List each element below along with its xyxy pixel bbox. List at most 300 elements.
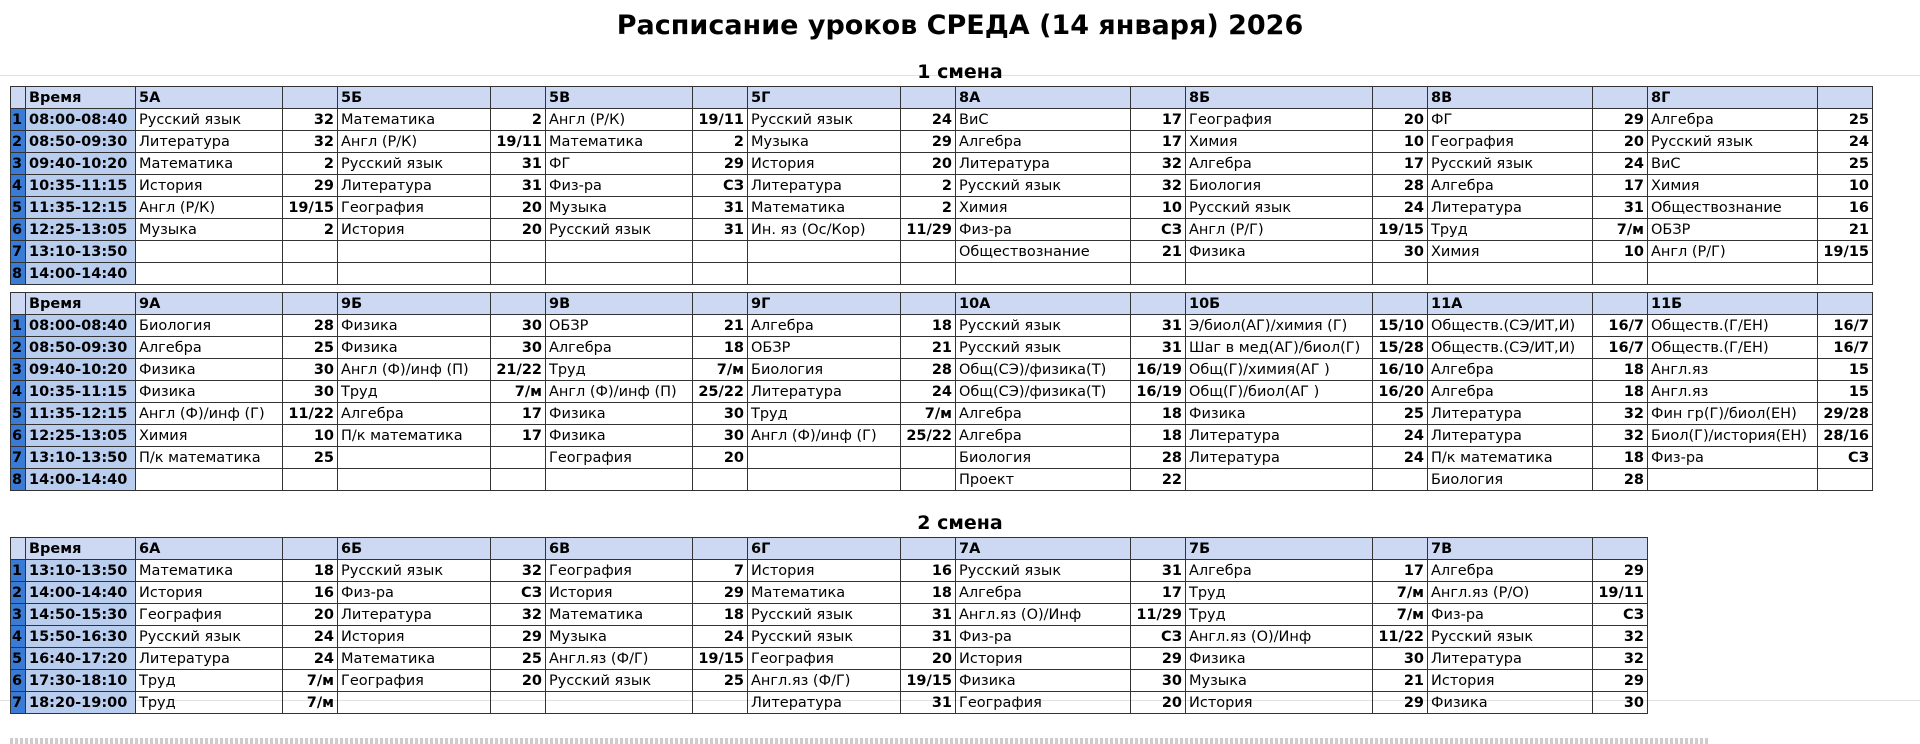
- room-cell: 30: [1593, 692, 1648, 714]
- room-cell: 31: [491, 175, 546, 197]
- subject-cell: Алгебра: [1186, 560, 1373, 582]
- subject-cell: Музыка: [546, 197, 693, 219]
- room-cell: 19/11: [491, 131, 546, 153]
- class-header: 7Б: [1186, 538, 1373, 560]
- room-cell: 32: [1593, 626, 1648, 648]
- table-row: [11, 447, 1873, 469]
- room-cell: 21: [901, 337, 956, 359]
- subject-cell: П/к математика: [1428, 447, 1593, 469]
- class-header-room: [283, 293, 338, 315]
- subject-cell: Физ-ра: [1428, 604, 1593, 626]
- subject-cell: Литература: [1428, 403, 1593, 425]
- room-cell: 31: [693, 197, 748, 219]
- subject-cell: Музыка: [546, 626, 693, 648]
- subject-cell: Алгебра: [136, 337, 283, 359]
- subject-cell: История: [748, 153, 901, 175]
- table-row: [11, 219, 1873, 241]
- room-cell: 29: [901, 131, 956, 153]
- class-header: 6Г: [748, 538, 901, 560]
- room-cell: СЗ: [1593, 604, 1648, 626]
- table-row: [11, 469, 1873, 491]
- subject-cell: Математика: [338, 648, 491, 670]
- table-row: [11, 582, 1648, 604]
- class-header: 10А: [956, 293, 1131, 315]
- subject-cell: [956, 263, 1131, 285]
- class-header: 9В: [546, 293, 693, 315]
- subject-cell: Англ (Ф)/инф (Г): [748, 425, 901, 447]
- subject-cell: Труд: [1186, 604, 1373, 626]
- class-header-room: [901, 538, 956, 560]
- table-row: [11, 197, 1873, 219]
- room-cell: [491, 469, 546, 491]
- subject-cell: Литература: [956, 153, 1131, 175]
- lesson-number: 1: [11, 109, 26, 131]
- room-cell: [1373, 263, 1428, 285]
- room-cell: 7/м: [1593, 219, 1648, 241]
- room-cell: 29: [491, 626, 546, 648]
- subject-cell: Алгебра: [546, 337, 693, 359]
- subject-cell: Литература: [136, 131, 283, 153]
- room-cell: 21: [1818, 219, 1873, 241]
- lesson-time: 08:00-08:40: [26, 109, 136, 131]
- table-row: [11, 670, 1648, 692]
- subject-cell: Алгебра: [1428, 359, 1593, 381]
- room-cell: 20: [693, 447, 748, 469]
- class-header-room: [1593, 538, 1648, 560]
- room-cell: 2: [901, 175, 956, 197]
- room-cell: 15/28: [1373, 337, 1428, 359]
- lesson-time: 16:40-17:20: [26, 648, 136, 670]
- subject-cell: Музыка: [1186, 670, 1373, 692]
- lesson-time: 14:00-14:40: [26, 263, 136, 285]
- subject-cell: Обществознание: [956, 241, 1131, 263]
- subject-cell: [1648, 263, 1818, 285]
- room-cell: 20: [491, 670, 546, 692]
- room-cell: 30: [491, 315, 546, 337]
- room-cell: 7/м: [693, 359, 748, 381]
- room-cell: [283, 241, 338, 263]
- room-cell: [491, 692, 546, 714]
- room-cell: 29: [693, 153, 748, 175]
- room-cell: 25: [1373, 403, 1428, 425]
- subject-cell: Общ(СЭ)/физика(Т): [956, 359, 1131, 381]
- room-cell: 17: [1131, 582, 1186, 604]
- lesson-number: 2: [11, 337, 26, 359]
- subject-cell: Обществ.(СЭ/ИТ,И): [1428, 337, 1593, 359]
- subject-cell: [748, 263, 901, 285]
- room-cell: 18: [1131, 425, 1186, 447]
- room-cell: 7/м: [1373, 582, 1428, 604]
- subject-cell: Англ (Р/К): [136, 197, 283, 219]
- subject-cell: [338, 447, 491, 469]
- room-cell: 18: [901, 315, 956, 337]
- room-cell: 7/м: [901, 403, 956, 425]
- subject-cell: ОБЗР: [748, 337, 901, 359]
- class-header-room: [693, 87, 748, 109]
- room-cell: [491, 241, 546, 263]
- subject-cell: [338, 241, 491, 263]
- room-cell: [1818, 263, 1873, 285]
- subject-cell: Алгебра: [338, 403, 491, 425]
- subject-cell: Литература: [1428, 197, 1593, 219]
- subject-cell: Русский язык: [748, 626, 901, 648]
- room-cell: 19/15: [1818, 241, 1873, 263]
- room-cell: 31: [1131, 337, 1186, 359]
- subject-cell: Труд: [748, 403, 901, 425]
- class-header-room: [1593, 293, 1648, 315]
- subject-cell: Физика: [956, 670, 1131, 692]
- lesson-time: 11:35-12:15: [26, 197, 136, 219]
- subject-cell: Алгебра: [956, 582, 1131, 604]
- room-cell: 29: [1593, 109, 1648, 131]
- lesson-number: 3: [11, 359, 26, 381]
- room-cell: 30: [1373, 648, 1428, 670]
- subject-cell: Обществ.(Г/ЕН): [1648, 315, 1818, 337]
- subject-cell: ОБЗР: [1648, 219, 1818, 241]
- subject-cell: ВиС: [1648, 153, 1818, 175]
- subject-cell: [1648, 469, 1818, 491]
- room-cell: 32: [1593, 403, 1648, 425]
- class-header-room: [901, 87, 956, 109]
- table-row: [11, 560, 1648, 582]
- room-cell: 19/15: [693, 648, 748, 670]
- room-cell: 18: [901, 582, 956, 604]
- subject-cell: Русский язык: [748, 109, 901, 131]
- room-cell: СЗ: [1818, 447, 1873, 469]
- subject-cell: Русский язык: [136, 109, 283, 131]
- room-cell: 16: [901, 560, 956, 582]
- room-cell: 16/7: [1593, 315, 1648, 337]
- room-cell: 18: [1593, 381, 1648, 403]
- lesson-time: 11:35-12:15: [26, 403, 136, 425]
- subject-cell: Химия: [136, 425, 283, 447]
- subject-cell: Русский язык: [338, 153, 491, 175]
- room-cell: 18: [693, 337, 748, 359]
- room-cell: 2: [283, 219, 338, 241]
- room-cell: 25/22: [901, 425, 956, 447]
- room-cell: 22: [1131, 469, 1186, 491]
- room-cell: 20: [901, 648, 956, 670]
- lesson-time: 09:40-10:20: [26, 359, 136, 381]
- subject-cell: Физика: [136, 381, 283, 403]
- lesson-number: 4: [11, 626, 26, 648]
- table-row: [11, 153, 1873, 175]
- room-cell: 2: [901, 197, 956, 219]
- subject-cell: ВиС: [956, 109, 1131, 131]
- subject-cell: [1186, 469, 1373, 491]
- subject-cell: ФГ: [1428, 109, 1593, 131]
- room-cell: 10: [1593, 241, 1648, 263]
- subject-cell: Труд: [546, 359, 693, 381]
- subject-cell: Ин. яз (Ос/Кор): [748, 219, 901, 241]
- subject-cell: Англ.яз: [1648, 381, 1818, 403]
- lesson-number: 7: [11, 241, 26, 263]
- room-cell: 16/20: [1373, 381, 1428, 403]
- room-cell: 30: [283, 359, 338, 381]
- room-cell: 32: [1131, 153, 1186, 175]
- shift-1-label: 1 смена: [917, 61, 1003, 83]
- table-row: [11, 131, 1873, 153]
- class-header-room: [1131, 87, 1186, 109]
- subject-cell: П/к математика: [136, 447, 283, 469]
- subject-cell: Русский язык: [546, 219, 693, 241]
- subject-cell: Литература: [338, 175, 491, 197]
- lesson-number: 8: [11, 263, 26, 285]
- room-cell: 2: [283, 153, 338, 175]
- room-cell: [901, 241, 956, 263]
- subject-cell: Физика: [1186, 241, 1373, 263]
- schedule-table-shift-1-senior: [10, 292, 1873, 491]
- subject-cell: Русский язык: [1648, 131, 1818, 153]
- lesson-time: 14:00-14:40: [26, 582, 136, 604]
- room-cell: 17: [491, 403, 546, 425]
- room-cell: 24: [283, 648, 338, 670]
- subject-cell: География: [546, 447, 693, 469]
- lesson-time: 14:50-15:30: [26, 604, 136, 626]
- subject-cell: [136, 263, 283, 285]
- table-row: [11, 175, 1873, 197]
- room-cell: 16/19: [1131, 359, 1186, 381]
- lesson-number: 7: [11, 692, 26, 714]
- room-cell: 18: [1131, 403, 1186, 425]
- room-cell: 25: [283, 337, 338, 359]
- class-header: 5А: [136, 87, 283, 109]
- table-row: [11, 604, 1648, 626]
- room-cell: СЗ: [491, 582, 546, 604]
- subject-cell: [748, 447, 901, 469]
- room-cell: 15: [1818, 359, 1873, 381]
- lesson-time: 13:10-13:50: [26, 447, 136, 469]
- class-header: 6Б: [338, 538, 491, 560]
- subject-cell: Химия: [1186, 131, 1373, 153]
- class-header: 5Г: [748, 87, 901, 109]
- room-cell: 31: [901, 626, 956, 648]
- room-cell: 16/19: [1131, 381, 1186, 403]
- class-header: 8В: [1428, 87, 1593, 109]
- class-header: 8А: [956, 87, 1131, 109]
- room-cell: 31: [901, 692, 956, 714]
- subject-cell: Математика: [748, 582, 901, 604]
- lesson-time: 17:30-18:10: [26, 670, 136, 692]
- subject-cell: Литература: [338, 604, 491, 626]
- room-cell: 30: [693, 403, 748, 425]
- subject-cell: Англ.яз (Р/О): [1428, 582, 1593, 604]
- class-header-room: [1131, 293, 1186, 315]
- room-cell: 16/7: [1593, 337, 1648, 359]
- lesson-number: 8: [11, 469, 26, 491]
- table-row: [11, 381, 1873, 403]
- room-cell: 31: [1131, 315, 1186, 337]
- subject-cell: [546, 692, 693, 714]
- room-cell: 19/15: [283, 197, 338, 219]
- room-cell: 28: [901, 359, 956, 381]
- subject-cell: Литература: [1186, 425, 1373, 447]
- class-header: 6А: [136, 538, 283, 560]
- room-cell: 18: [693, 604, 748, 626]
- room-cell: 20: [1593, 131, 1648, 153]
- subject-cell: Общ(Г)/биол(АГ ): [1186, 381, 1373, 403]
- subject-cell: [748, 469, 901, 491]
- class-header: 9Б: [338, 293, 491, 315]
- subject-cell: Русский язык: [546, 670, 693, 692]
- subject-cell: Общ(СЭ)/физика(Т): [956, 381, 1131, 403]
- room-cell: 31: [491, 153, 546, 175]
- room-cell: 20: [491, 219, 546, 241]
- lesson-number: 1: [11, 315, 26, 337]
- class-header-room: [693, 293, 748, 315]
- subject-cell: История: [1186, 692, 1373, 714]
- room-cell: 31: [1131, 560, 1186, 582]
- room-cell: 25: [283, 447, 338, 469]
- room-cell: 11/29: [1131, 604, 1186, 626]
- room-cell: 30: [1373, 241, 1428, 263]
- subject-cell: Математика: [136, 153, 283, 175]
- subject-cell: [338, 469, 491, 491]
- room-cell: 17: [491, 425, 546, 447]
- room-cell: 10: [283, 425, 338, 447]
- class-header-room: [283, 538, 338, 560]
- class-header-room: [1131, 538, 1186, 560]
- subject-cell: Физика: [136, 359, 283, 381]
- lesson-number: 1: [11, 560, 26, 582]
- room-cell: 19/11: [1593, 582, 1648, 604]
- subject-cell: История: [546, 582, 693, 604]
- room-cell: 2: [491, 109, 546, 131]
- subject-cell: История: [956, 648, 1131, 670]
- room-cell: [491, 263, 546, 285]
- room-cell: 25/22: [693, 381, 748, 403]
- room-cell: 21: [1373, 670, 1428, 692]
- time-header: Время: [26, 293, 136, 315]
- room-cell: 30: [491, 337, 546, 359]
- room-cell: 29/28: [1818, 403, 1873, 425]
- subject-cell: [338, 263, 491, 285]
- subject-cell: Общ(Г)/химия(АГ ): [1186, 359, 1373, 381]
- room-cell: 7/м: [283, 670, 338, 692]
- lesson-number: 4: [11, 381, 26, 403]
- lesson-time: 08:50-09:30: [26, 131, 136, 153]
- lesson-number: 3: [11, 604, 26, 626]
- cropped-row-fragment: [10, 738, 1710, 744]
- class-header: 5Б: [338, 87, 491, 109]
- room-cell: 30: [283, 381, 338, 403]
- room-cell: 18: [283, 560, 338, 582]
- room-cell: СЗ: [1131, 626, 1186, 648]
- subject-cell: Математика: [546, 131, 693, 153]
- subject-cell: Англ (Р/Г): [1186, 219, 1373, 241]
- room-cell: [1593, 263, 1648, 285]
- room-cell: 32: [491, 560, 546, 582]
- table-row: [11, 692, 1648, 714]
- room-cell: [901, 469, 956, 491]
- room-cell: [283, 469, 338, 491]
- subject-cell: Русский язык: [1428, 626, 1593, 648]
- subject-cell: История: [136, 582, 283, 604]
- subject-cell: Шаг в мед(АГ)/биол(Г): [1186, 337, 1373, 359]
- room-cell: 25: [1818, 109, 1873, 131]
- class-header: 7А: [956, 538, 1131, 560]
- subject-cell: Труд: [136, 692, 283, 714]
- subject-cell: География: [1428, 131, 1593, 153]
- room-cell: 29: [693, 582, 748, 604]
- subject-cell: Физ-ра: [338, 582, 491, 604]
- class-header: 9А: [136, 293, 283, 315]
- room-cell: 7/м: [491, 381, 546, 403]
- subject-cell: [546, 241, 693, 263]
- room-cell: 24: [1373, 425, 1428, 447]
- subject-cell: Литература: [748, 381, 901, 403]
- lesson-time: 10:35-11:15: [26, 175, 136, 197]
- class-header-room: [283, 87, 338, 109]
- subject-cell: Обществ.(СЭ/ИТ,И): [1428, 315, 1593, 337]
- room-cell: 7/м: [283, 692, 338, 714]
- page-title: Расписание уроков СРЕДА (14 января) 2026: [616, 10, 1304, 41]
- lesson-number-header: [11, 293, 26, 315]
- subject-cell: Литература: [748, 175, 901, 197]
- subject-cell: Физика: [546, 425, 693, 447]
- room-cell: 24: [1373, 197, 1428, 219]
- subject-cell: Физика: [1186, 648, 1373, 670]
- class-header: 10Б: [1186, 293, 1373, 315]
- room-cell: 11/29: [901, 219, 956, 241]
- room-cell: 19/11: [693, 109, 748, 131]
- class-header: 11Б: [1648, 293, 1818, 315]
- lesson-number: 6: [11, 670, 26, 692]
- lesson-number: 5: [11, 197, 26, 219]
- room-cell: 21/22: [491, 359, 546, 381]
- subject-cell: Англ (Р/Г): [1648, 241, 1818, 263]
- room-cell: 30: [693, 425, 748, 447]
- table-row: [11, 626, 1648, 648]
- subject-cell: География: [546, 560, 693, 582]
- room-cell: 29: [1593, 560, 1648, 582]
- room-cell: [901, 263, 956, 285]
- room-cell: [491, 447, 546, 469]
- room-cell: 20: [283, 604, 338, 626]
- lesson-number: 5: [11, 648, 26, 670]
- room-cell: 32: [1593, 648, 1648, 670]
- subject-cell: География: [338, 197, 491, 219]
- lesson-number: 5: [11, 403, 26, 425]
- room-cell: 15/10: [1373, 315, 1428, 337]
- room-cell: 25: [1818, 153, 1873, 175]
- subject-cell: ОБЗР: [546, 315, 693, 337]
- room-cell: 32: [1593, 425, 1648, 447]
- room-cell: 32: [491, 604, 546, 626]
- subject-cell: [748, 241, 901, 263]
- subject-cell: Алгебра: [1186, 153, 1373, 175]
- room-cell: [1373, 469, 1428, 491]
- table-row: [11, 359, 1873, 381]
- subject-cell: История: [338, 219, 491, 241]
- class-header: 8Б: [1186, 87, 1373, 109]
- room-cell: 31: [1593, 197, 1648, 219]
- subject-cell: Проект: [956, 469, 1131, 491]
- table-row: [11, 241, 1873, 263]
- room-cell: [693, 241, 748, 263]
- subject-cell: [136, 241, 283, 263]
- subject-cell: География: [1186, 109, 1373, 131]
- room-cell: 16: [283, 582, 338, 604]
- subject-cell: Литература: [748, 692, 901, 714]
- lesson-number-header: [11, 87, 26, 109]
- header-row: [11, 87, 1873, 109]
- subject-cell: П/к математика: [338, 425, 491, 447]
- subject-cell: История: [1428, 670, 1593, 692]
- subject-cell: Физ-ра: [956, 219, 1131, 241]
- subject-cell: География: [136, 604, 283, 626]
- class-header-room: [1373, 538, 1428, 560]
